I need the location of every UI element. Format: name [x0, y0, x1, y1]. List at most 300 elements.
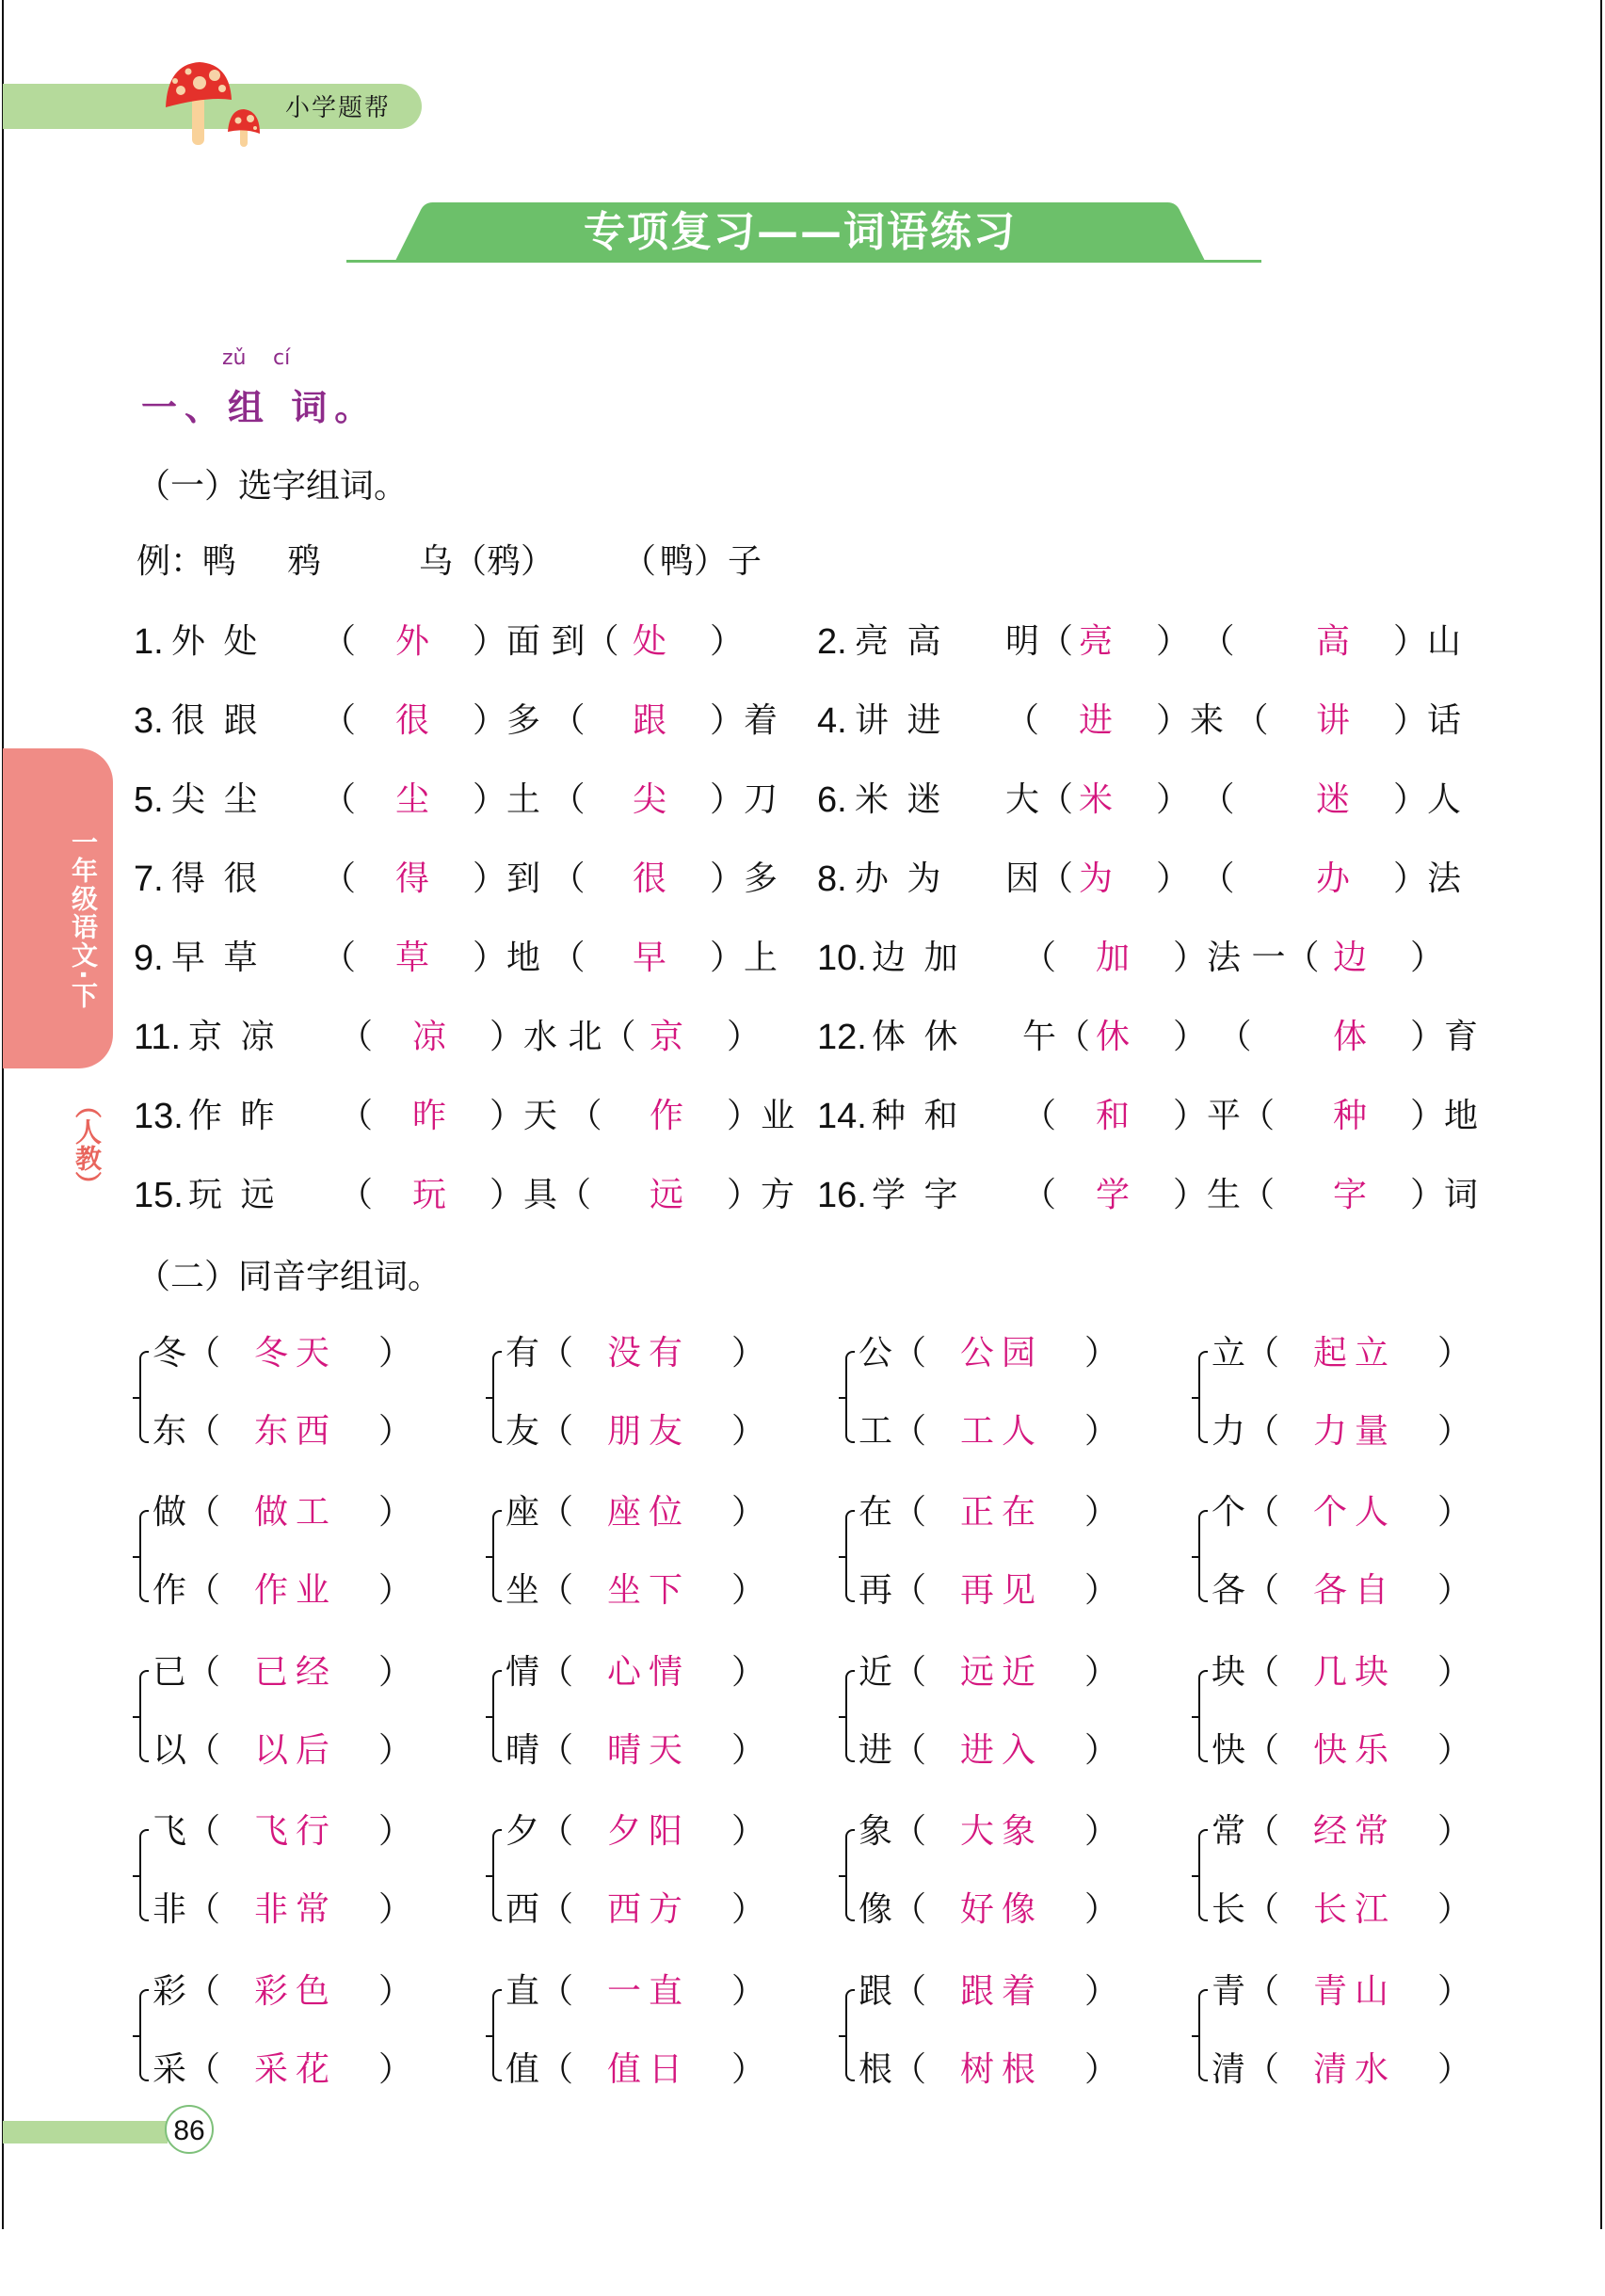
answer-field[interactable]: 经常 [1313, 1812, 1397, 1851]
item-number: 8. [817, 859, 847, 899]
answer-field[interactable]: 亮 [1079, 622, 1114, 661]
homophone-char: 东 [152, 1412, 187, 1451]
item-suffix: ）多 [710, 859, 778, 898]
open-paren: （ [1245, 1890, 1280, 1929]
example-char: 鸦 [287, 542, 322, 581]
close-paren: ） [1437, 2050, 1472, 2089]
close-paren: ） [1084, 1731, 1119, 1770]
answer-field[interactable]: 东西 [254, 1412, 338, 1451]
open-paren: （ [1245, 1972, 1280, 2011]
homophone-row [152, 1567, 491, 1614]
open-paren: （ [186, 1412, 221, 1451]
homophone-char: 以 [152, 1731, 187, 1770]
item-suffix: ）业 [727, 1097, 795, 1135]
answer-field[interactable]: 米 [1079, 780, 1114, 819]
homophone-row [859, 2047, 1197, 2094]
item-prefix: （ [339, 1018, 374, 1056]
answer-field[interactable]: 凉 [412, 1018, 447, 1056]
exercise-item [134, 856, 793, 903]
answer-field[interactable]: 很 [395, 701, 430, 740]
item-prefix: 明（ [1005, 622, 1074, 661]
item-middle: ）法 一（ [1173, 939, 1320, 977]
answer-field[interactable]: 昨 [412, 1097, 447, 1135]
close-paren: ） [731, 1493, 766, 1532]
homophone-row [152, 1887, 491, 1934]
item-middle: ） （ [1156, 622, 1235, 661]
answer-field[interactable]: 几块 [1313, 1653, 1397, 1692]
exercise-item [134, 1093, 793, 1140]
item-middle: ）到 （ [473, 859, 586, 898]
group-brace [139, 1510, 149, 1602]
close-paren: ） [1437, 1334, 1472, 1373]
open-paren: （ [1245, 1334, 1280, 1373]
footer-bar [3, 2121, 168, 2143]
answer-field[interactable]: 西方 [607, 1890, 691, 1929]
open-paren: （ [892, 1571, 927, 1610]
homophone-row [1212, 1567, 1550, 1614]
item-prefix: （ [322, 701, 357, 740]
item-number: 1. [134, 622, 164, 662]
homophone-char: 有 [506, 1334, 540, 1373]
homophone-row [1212, 1727, 1550, 1774]
homophone-char: 西 [506, 1890, 540, 1929]
item-suffix: ）方 [727, 1176, 795, 1214]
homophone-row [859, 1808, 1197, 1855]
homophone-char: 值 [506, 2050, 540, 2089]
answer-field[interactable]: 处 [633, 622, 667, 661]
group-brace [492, 1510, 502, 1602]
item-number: 6. [817, 780, 847, 820]
answer-field[interactable]: 夕阳 [607, 1812, 691, 1851]
homophone-char: 直 [506, 1972, 540, 2011]
answer-field[interactable]: 已经 [254, 1653, 338, 1692]
item-prefix: （ [322, 780, 357, 819]
open-paren: （ [539, 1412, 574, 1451]
homophone-row [152, 2047, 491, 2094]
open-paren: （ [1245, 1731, 1280, 1770]
answer-field[interactable]: 外 [395, 622, 430, 661]
homophone-row [506, 1727, 844, 1774]
close-paren: ） [1084, 1334, 1119, 1373]
item-middle: ）生（ [1173, 1176, 1276, 1214]
homophone-row [506, 1887, 844, 1934]
answer-field[interactable]: 心情 [607, 1653, 691, 1692]
open-paren: （ [539, 2050, 574, 2089]
homophone-row [506, 1649, 844, 1696]
example-word2-answer: 鸭 [660, 542, 695, 581]
homophone-row [1212, 2047, 1550, 2094]
answer-field[interactable]: 彩色 [254, 1972, 338, 2011]
homophone-char: 非 [152, 1890, 187, 1929]
close-paren: ） [1437, 1653, 1472, 1692]
homophone-char: 力 [1212, 1412, 1246, 1451]
answer-field[interactable]: 正在 [960, 1493, 1044, 1532]
homophone-row [506, 1489, 844, 1536]
answer-field[interactable]: 讲 [1316, 701, 1351, 740]
close-paren: ） [1437, 1972, 1472, 2011]
homophone-char: 常 [1212, 1812, 1246, 1851]
item-prefix: （ [1022, 939, 1057, 977]
group-brace [845, 1829, 855, 1921]
open-paren: （ [892, 1972, 927, 2011]
homophone-char: 友 [506, 1412, 540, 1451]
group-brace [492, 1351, 502, 1443]
group-brace [1198, 1510, 1208, 1602]
open-paren: （ [892, 1493, 927, 1532]
group-brace [139, 1989, 149, 2081]
homophone-char: 作 [152, 1571, 187, 1610]
homophone-char: 进 [859, 1731, 893, 1770]
item-suffix: ）山 [1393, 622, 1462, 661]
item-suffix: ） [710, 622, 745, 661]
part2-label: （二）同音字组词。 [136, 1258, 442, 1296]
answer-field[interactable]: 起立 [1313, 1334, 1397, 1373]
pinyin-zu: zǔ [222, 346, 247, 370]
homophone-char: 夕 [506, 1812, 540, 1851]
homophone-char: 近 [859, 1653, 893, 1692]
answer-field[interactable]: 作 [650, 1097, 684, 1135]
example-prefix: 例： [136, 542, 205, 581]
answer-field[interactable]: 京 [650, 1018, 684, 1056]
item-number: 4. [817, 701, 847, 741]
close-paren: ） [1084, 1972, 1119, 2011]
open-paren: （ [539, 1493, 574, 1532]
item-number: 16. [817, 1176, 867, 1215]
group-brace [492, 1670, 502, 1762]
item-prefix: （ [339, 1176, 374, 1214]
answer-field[interactable]: 玩 [412, 1176, 447, 1214]
close-paren: ） [731, 1812, 766, 1851]
close-paren: ） [1437, 1890, 1472, 1929]
answer-field[interactable]: 很 [633, 859, 667, 898]
answer-field[interactable]: 坐下 [607, 1571, 691, 1610]
homophone-row [152, 1808, 491, 1855]
answer-field[interactable]: 非常 [254, 1890, 338, 1929]
item-suffix: ）话 [1393, 701, 1462, 740]
answer-field[interactable]: 进 [1079, 701, 1114, 740]
group-brace [139, 1670, 149, 1762]
answer-field[interactable]: 得 [395, 859, 430, 898]
item-number: 14. [817, 1097, 867, 1136]
answer-field[interactable]: 种 [1333, 1097, 1368, 1135]
homophone-char: 晴 [506, 1731, 540, 1770]
answer-field[interactable]: 座位 [607, 1493, 691, 1532]
example-word2-prefix: （ [622, 542, 657, 581]
open-paren: （ [892, 1653, 927, 1692]
item-chars: 得 很 [171, 859, 258, 898]
example-char: 鸭 [202, 542, 237, 581]
item-prefix: （ [322, 939, 357, 977]
answer-field[interactable]: 学 [1096, 1176, 1131, 1214]
answer-field[interactable]: 为 [1079, 859, 1114, 898]
open-paren: （ [186, 1972, 221, 2011]
answer-field[interactable]: 休 [1096, 1018, 1131, 1056]
answer-field[interactable]: 高 [1316, 622, 1351, 661]
answer-field[interactable]: 各自 [1313, 1571, 1397, 1610]
answer-field[interactable]: 飞行 [254, 1812, 338, 1851]
homophone-char: 坐 [506, 1571, 540, 1610]
close-paren: ） [378, 1972, 413, 2011]
homophone-char: 已 [152, 1653, 187, 1692]
homophone-row [506, 1408, 844, 1455]
close-paren: ） [1084, 1653, 1119, 1692]
answer-field[interactable]: 跟 [633, 701, 667, 740]
homophone-char: 立 [1212, 1334, 1246, 1373]
page-title: 专项复习——词语练习 [584, 208, 1017, 256]
homophone-row [859, 1567, 1197, 1614]
homophone-row [1212, 1649, 1550, 1696]
answer-field[interactable]: 公园 [960, 1334, 1044, 1373]
answer-field[interactable]: 青山 [1313, 1972, 1397, 2011]
close-paren: ） [1084, 1571, 1119, 1610]
answer-field[interactable]: 以后 [254, 1731, 338, 1770]
item-suffix: ）法 [1393, 859, 1462, 898]
answer-field[interactable]: 边 [1333, 939, 1368, 977]
homophone-char: 像 [859, 1890, 893, 1929]
open-paren: （ [1245, 1653, 1280, 1692]
item-chars: 亮 高 [855, 622, 941, 661]
answer-field[interactable]: 尘 [395, 780, 430, 819]
item-prefix: （ [1022, 1097, 1057, 1135]
close-paren: ） [731, 1334, 766, 1373]
homophone-row [859, 1489, 1197, 1536]
close-paren: ） [378, 1653, 413, 1692]
edition-label: （人教） [72, 1092, 103, 1197]
homophone-row [1212, 1489, 1550, 1536]
open-paren: （ [1245, 2050, 1280, 2089]
homophone-row [506, 1808, 844, 1855]
exercise-item [134, 618, 793, 666]
answer-field[interactable]: 早 [633, 939, 667, 977]
page-number: 86 [165, 2105, 214, 2154]
close-paren: ） [1437, 1812, 1472, 1851]
item-prefix: 大（ [1005, 780, 1074, 819]
group-brace [845, 1510, 855, 1602]
mushroom-logo-icon [160, 58, 264, 148]
open-paren: （ [186, 1890, 221, 1929]
item-number: 12. [817, 1018, 867, 1057]
homophone-row [152, 1330, 491, 1377]
item-suffix: ）刀 [710, 780, 778, 819]
section-heading: 一、组 词。 [141, 387, 378, 428]
close-paren: ） [378, 1412, 413, 1451]
item-number: 9. [134, 939, 164, 978]
close-paren: ） [1437, 1493, 1472, 1532]
answer-field[interactable]: 字 [1333, 1176, 1368, 1214]
homophone-row [1212, 1887, 1550, 1934]
answer-field[interactable]: 一直 [607, 1972, 691, 2011]
item-number: 7. [134, 859, 164, 899]
answer-field[interactable]: 没有 [607, 1334, 691, 1373]
homophone-char: 跟 [859, 1972, 893, 2011]
item-number: 5. [134, 780, 164, 820]
open-paren: （ [186, 1334, 221, 1373]
item-number: 2. [817, 622, 847, 662]
homophone-char: 快 [1212, 1731, 1246, 1770]
close-paren: ） [1084, 1812, 1119, 1851]
answer-field[interactable]: 作业 [254, 1571, 338, 1610]
close-paren: ） [731, 1731, 766, 1770]
group-brace [492, 1989, 502, 2081]
answer-field[interactable]: 个人 [1313, 1493, 1397, 1532]
homophone-char: 青 [1212, 1972, 1246, 2011]
homophone-row [859, 1330, 1197, 1377]
group-brace [139, 1351, 149, 1443]
homophone-row [152, 1968, 491, 2015]
answer-field[interactable]: 和 [1096, 1097, 1131, 1135]
homophone-char: 冬 [152, 1334, 187, 1373]
homophone-char: 象 [859, 1812, 893, 1851]
item-prefix: （ [339, 1097, 374, 1135]
homophone-char: 长 [1212, 1890, 1246, 1929]
homophone-row [859, 1649, 1197, 1696]
exercise-item [817, 1014, 1479, 1061]
homophone-char: 块 [1212, 1653, 1246, 1692]
close-paren: ） [1437, 1412, 1472, 1451]
group-brace [1198, 1670, 1208, 1762]
item-suffix: ）人 [1393, 780, 1462, 819]
group-brace [139, 1829, 149, 1921]
homophone-row [1212, 1408, 1550, 1455]
answer-field[interactable]: 采花 [254, 2050, 338, 2089]
item-prefix: （ [322, 622, 357, 661]
item-number: 3. [134, 701, 164, 741]
open-paren: （ [539, 1972, 574, 2011]
open-paren: （ [1245, 1812, 1280, 1851]
homophone-row [152, 1727, 491, 1774]
item-middle: ）面 到（ [473, 622, 619, 661]
grade-label: 一年级语文·下 [68, 828, 99, 1010]
close-paren: ） [731, 1653, 766, 1692]
item-chars: 种 和 [872, 1097, 958, 1135]
answer-field[interactable]: 好像 [960, 1890, 1044, 1929]
item-suffix: ）词 [1410, 1176, 1479, 1214]
answer-field[interactable]: 做工 [254, 1493, 338, 1532]
brand-name: 小学题帮 [285, 94, 392, 122]
answer-field[interactable]: 大象 [960, 1812, 1044, 1851]
answer-field[interactable]: 树根 [960, 2050, 1044, 2089]
homophone-row [506, 1330, 844, 1377]
example-word1-answer: 鸦 [487, 542, 522, 581]
item-chars: 办 为 [855, 859, 941, 898]
open-paren: （ [186, 2050, 221, 2089]
close-paren: ） [378, 1571, 413, 1610]
exercise-item [134, 1172, 793, 1219]
exercise-item [134, 777, 793, 824]
answer-field[interactable]: 远近 [960, 1653, 1044, 1692]
group-brace [1198, 1989, 1208, 2081]
answer-field[interactable]: 长江 [1313, 1890, 1397, 1929]
answer-field[interactable]: 远 [650, 1176, 684, 1214]
exercise-item [817, 856, 1476, 903]
answer-field[interactable]: 朋友 [607, 1412, 691, 1451]
answer-field[interactable]: 力量 [1313, 1412, 1397, 1451]
homophone-char: 各 [1212, 1571, 1246, 1610]
item-number: 11. [134, 1018, 182, 1057]
homophone-row [859, 1968, 1197, 2015]
answer-field[interactable]: 再见 [960, 1571, 1044, 1610]
item-chars: 边 加 [872, 939, 958, 977]
open-paren: （ [186, 1812, 221, 1851]
item-prefix: 午（ [1022, 1018, 1091, 1056]
item-prefix: （ [1022, 1176, 1057, 1214]
exercise-item [134, 935, 793, 982]
exercise-item [817, 1172, 1479, 1219]
item-middle: ）水 北（ [490, 1018, 636, 1056]
open-paren: （ [892, 1812, 927, 1851]
answer-field[interactable]: 进入 [960, 1731, 1044, 1770]
close-paren: ） [731, 1412, 766, 1451]
item-suffix: ）着 [710, 701, 778, 740]
answer-field[interactable]: 工人 [960, 1412, 1044, 1451]
item-chars: 尖 尘 [171, 780, 258, 819]
item-chars: 外 处 [171, 622, 258, 661]
item-suffix: ） [727, 1018, 762, 1056]
answer-field[interactable]: 加 [1096, 939, 1131, 977]
close-paren: ） [1084, 1412, 1119, 1451]
answer-field[interactable]: 冬天 [254, 1334, 338, 1373]
answer-field[interactable]: 跟着 [960, 1972, 1044, 2011]
open-paren: （ [892, 2050, 927, 2089]
homophone-char: 清 [1212, 2050, 1246, 2089]
item-prefix: （ [1005, 701, 1040, 740]
open-paren: （ [892, 1334, 927, 1373]
close-paren: ） [378, 1890, 413, 1929]
answer-field[interactable]: 尖 [633, 780, 667, 819]
close-paren: ） [378, 1812, 413, 1851]
item-middle: ） （ [1173, 1018, 1252, 1056]
item-prefix: 因（ [1005, 859, 1074, 898]
answer-field[interactable]: 清水 [1313, 2050, 1397, 2089]
homophone-char: 做 [152, 1493, 187, 1532]
exercise-item [817, 698, 1476, 745]
answer-field[interactable]: 办 [1316, 859, 1351, 898]
group-brace [1198, 1829, 1208, 1921]
item-middle: ）地 （ [473, 939, 586, 977]
close-paren: ） [378, 1731, 413, 1770]
close-paren: ） [378, 2050, 413, 2089]
item-number: 10. [817, 939, 867, 978]
example-word1-prefix: 乌（ [419, 542, 488, 581]
close-paren: ） [731, 1890, 766, 1929]
homophone-char: 彩 [152, 1972, 187, 2011]
answer-field[interactable]: 值日 [607, 2050, 691, 2089]
item-chars: 作 昨 [188, 1097, 275, 1135]
item-middle: ） （ [1156, 859, 1235, 898]
exercise-item [817, 935, 1476, 982]
group-brace [845, 1351, 855, 1443]
answer-field[interactable]: 草 [395, 939, 430, 977]
close-paren: ） [378, 1493, 413, 1532]
item-suffix: ）育 [1410, 1018, 1479, 1056]
homophone-char: 在 [859, 1493, 893, 1532]
answer-field[interactable]: 快乐 [1313, 1731, 1397, 1770]
answer-field[interactable]: 晴天 [607, 1731, 691, 1770]
exercise-item [817, 1093, 1479, 1140]
homophone-char: 再 [859, 1571, 893, 1610]
open-paren: （ [539, 1653, 574, 1692]
close-paren: ） [731, 1972, 766, 2011]
item-middle: ）土 （ [473, 780, 586, 819]
homophone-row [859, 1408, 1197, 1455]
answer-field[interactable]: 迷 [1316, 780, 1351, 819]
close-paren: ） [1084, 1493, 1119, 1532]
open-paren: （ [892, 1890, 927, 1929]
close-paren: ） [378, 1334, 413, 1373]
close-paren: ） [1084, 1890, 1119, 1929]
item-chars: 米 迷 [855, 780, 941, 819]
answer-field[interactable]: 体 [1333, 1018, 1368, 1056]
